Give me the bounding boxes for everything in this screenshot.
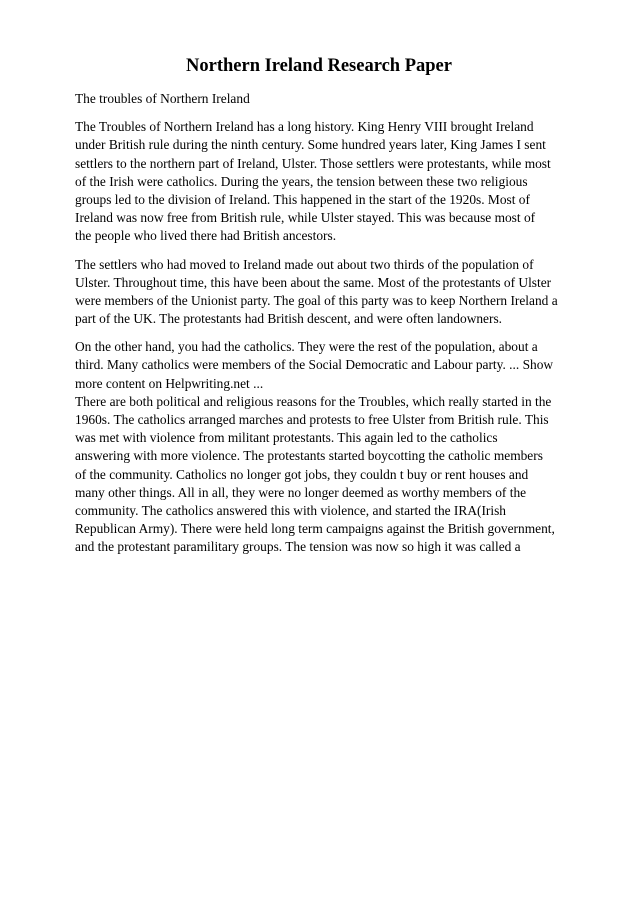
document-body [75, 90, 575, 557]
paragraph-3 [75, 338, 575, 556]
text-line: 1960s. The catholics arranged marches and protests to free Ulster from British rule. This [75, 412, 549, 427]
text-line: answering with more violence. The protestants started boycotting the catholic members [75, 448, 543, 464]
text-line: There are both political and religious reasons for the Troubles, which really started in the [75, 393, 552, 409]
text-line: The Troubles of Northern Ireland has a long history. King Henry VIII brought Ireland [75, 119, 534, 135]
text-line: On the other hand, you had the catholics. They were the rest of the population, about a [75, 339, 538, 355]
text-line: settlers to the northern part of Ireland, Ulster. Those settlers were protestants, while most [75, 155, 551, 171]
text-line: many other things. All in all, they were no longer deemed as worthy members of the [75, 484, 527, 500]
paragraph-gap [75, 328, 575, 338]
text-line: under British rule during the ninth century. Some hundred years later, King James I sent [75, 137, 546, 153]
paragraph-gap [75, 108, 575, 118]
text-line: Ireland was now free from British rule, while Ulster stayed. This was because most of [75, 210, 536, 226]
text-line: of the Irish were catholics. During the years, the tension between these two religious [75, 173, 528, 189]
text-line: third. Many catholics were members of the Social Democratic and Labour party. ... Show [75, 357, 554, 373]
document-title: Northern Ireland Research Paper [186, 56, 452, 76]
subtitle-line: The troubles of Northern Ireland [75, 91, 250, 106]
text-line: was met with violence from militant protestants. This again led to the catholics [75, 430, 498, 446]
text-line: Republican Army). There were held long term campaigns against the British government, [75, 521, 555, 537]
text-line: of the community. Catholics no longer got jobs, they couldn t buy or rent houses and [75, 466, 529, 482]
text-line: community. The catholics answered this with violence, and started the IRA(Irish [75, 502, 506, 518]
text-line: were members of the Unionist party. The goal of this party was to keep Northern Ireland a [75, 292, 558, 308]
text-line: part of the UK. The protestants had British descent, and were often landowners. [75, 311, 503, 327]
text-line: the people who lived there had British ancestors. [75, 228, 337, 244]
text-line: Ulster. Throughout time, this have been about the same. Most of the protestants of Ulster [75, 274, 552, 290]
paragraph-2 [75, 256, 575, 329]
text-line: more content on Helpwriting.net ... [75, 375, 264, 391]
text-line: The settlers who had moved to Ireland made out about two thirds of the population of [75, 256, 534, 272]
paragraph-1 [75, 118, 575, 245]
text-line: groups led to the division of Ireland. This happened in the start of the 1920s. Most of [75, 191, 530, 207]
paragraph-gap [75, 246, 575, 256]
text-line: and the protestant paramilitary groups. The tension was now so high it was called a [75, 539, 521, 555]
